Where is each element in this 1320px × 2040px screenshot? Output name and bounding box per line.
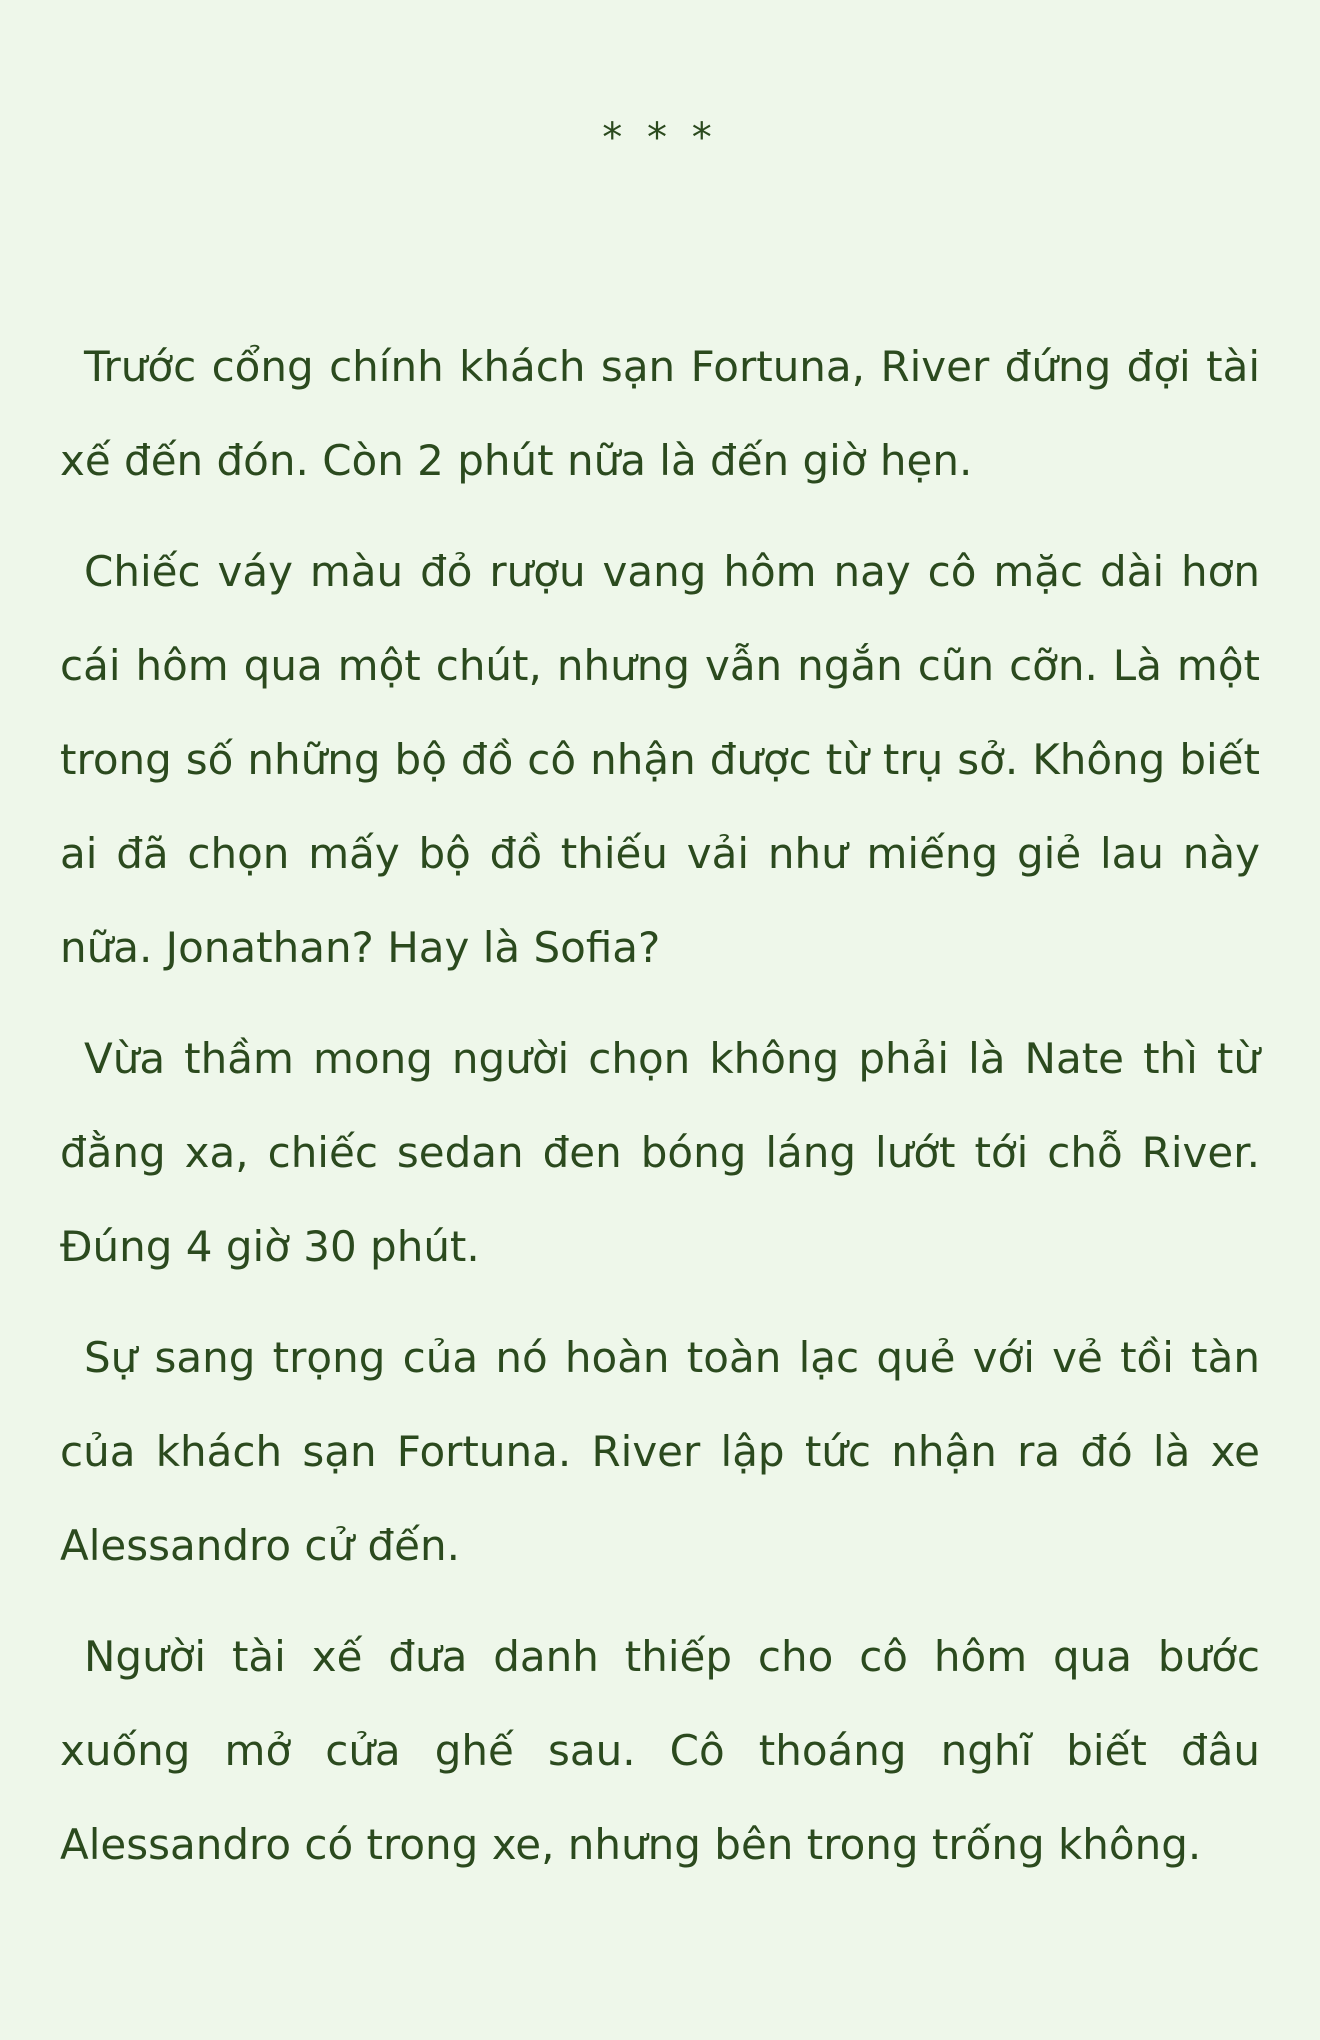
paragraph-5: Người tài xế đưa danh thiếp cho cô hôm qua bước xuống mở cửa ghế sau. Cô thoáng nghĩ biết đâu Alessandro có trong xe, nhưng bên trong trống không. bbox=[60, 1632, 1260, 1869]
paragraph-3: Vừa thầm mong người chọn không phải là Nate thì từ đằng xa, chiếc sedan đen bóng láng lướt tới chỗ River. Đúng 4 giờ 30 phút. bbox=[60, 1034, 1260, 1271]
paragraph-1: Trước cổng chính khách sạn Fortuna, River đứng đợi tài xế đến đón. Còn 2 phút nữa là đến giờ hẹn. bbox=[60, 342, 1260, 485]
paragraph-2: Chiếc váy màu đỏ rượu vang hôm nay cô mặc dài hơn cái hôm qua một chút, nhưng vẫn ngắn cũn cỡn. Là một trong số những bộ đồ cô nhận được từ trụ sở. Không biết ai đã chọn mấy bộ đồ thiếu vải như miếng giẻ lau này nữa. Jonathan? Hay là Sofia? bbox=[60, 547, 1260, 972]
paragraph-4: Sự sang trọng của nó hoàn toàn lạc quẻ với vẻ tồi tàn của khách sạn Fortuna. River lập tức nhận ra đó là xe Alessandro cử đến. bbox=[60, 1333, 1260, 1570]
scene-separator: * * * bbox=[602, 115, 718, 161]
story-text bbox=[60, 320, 1260, 1909]
